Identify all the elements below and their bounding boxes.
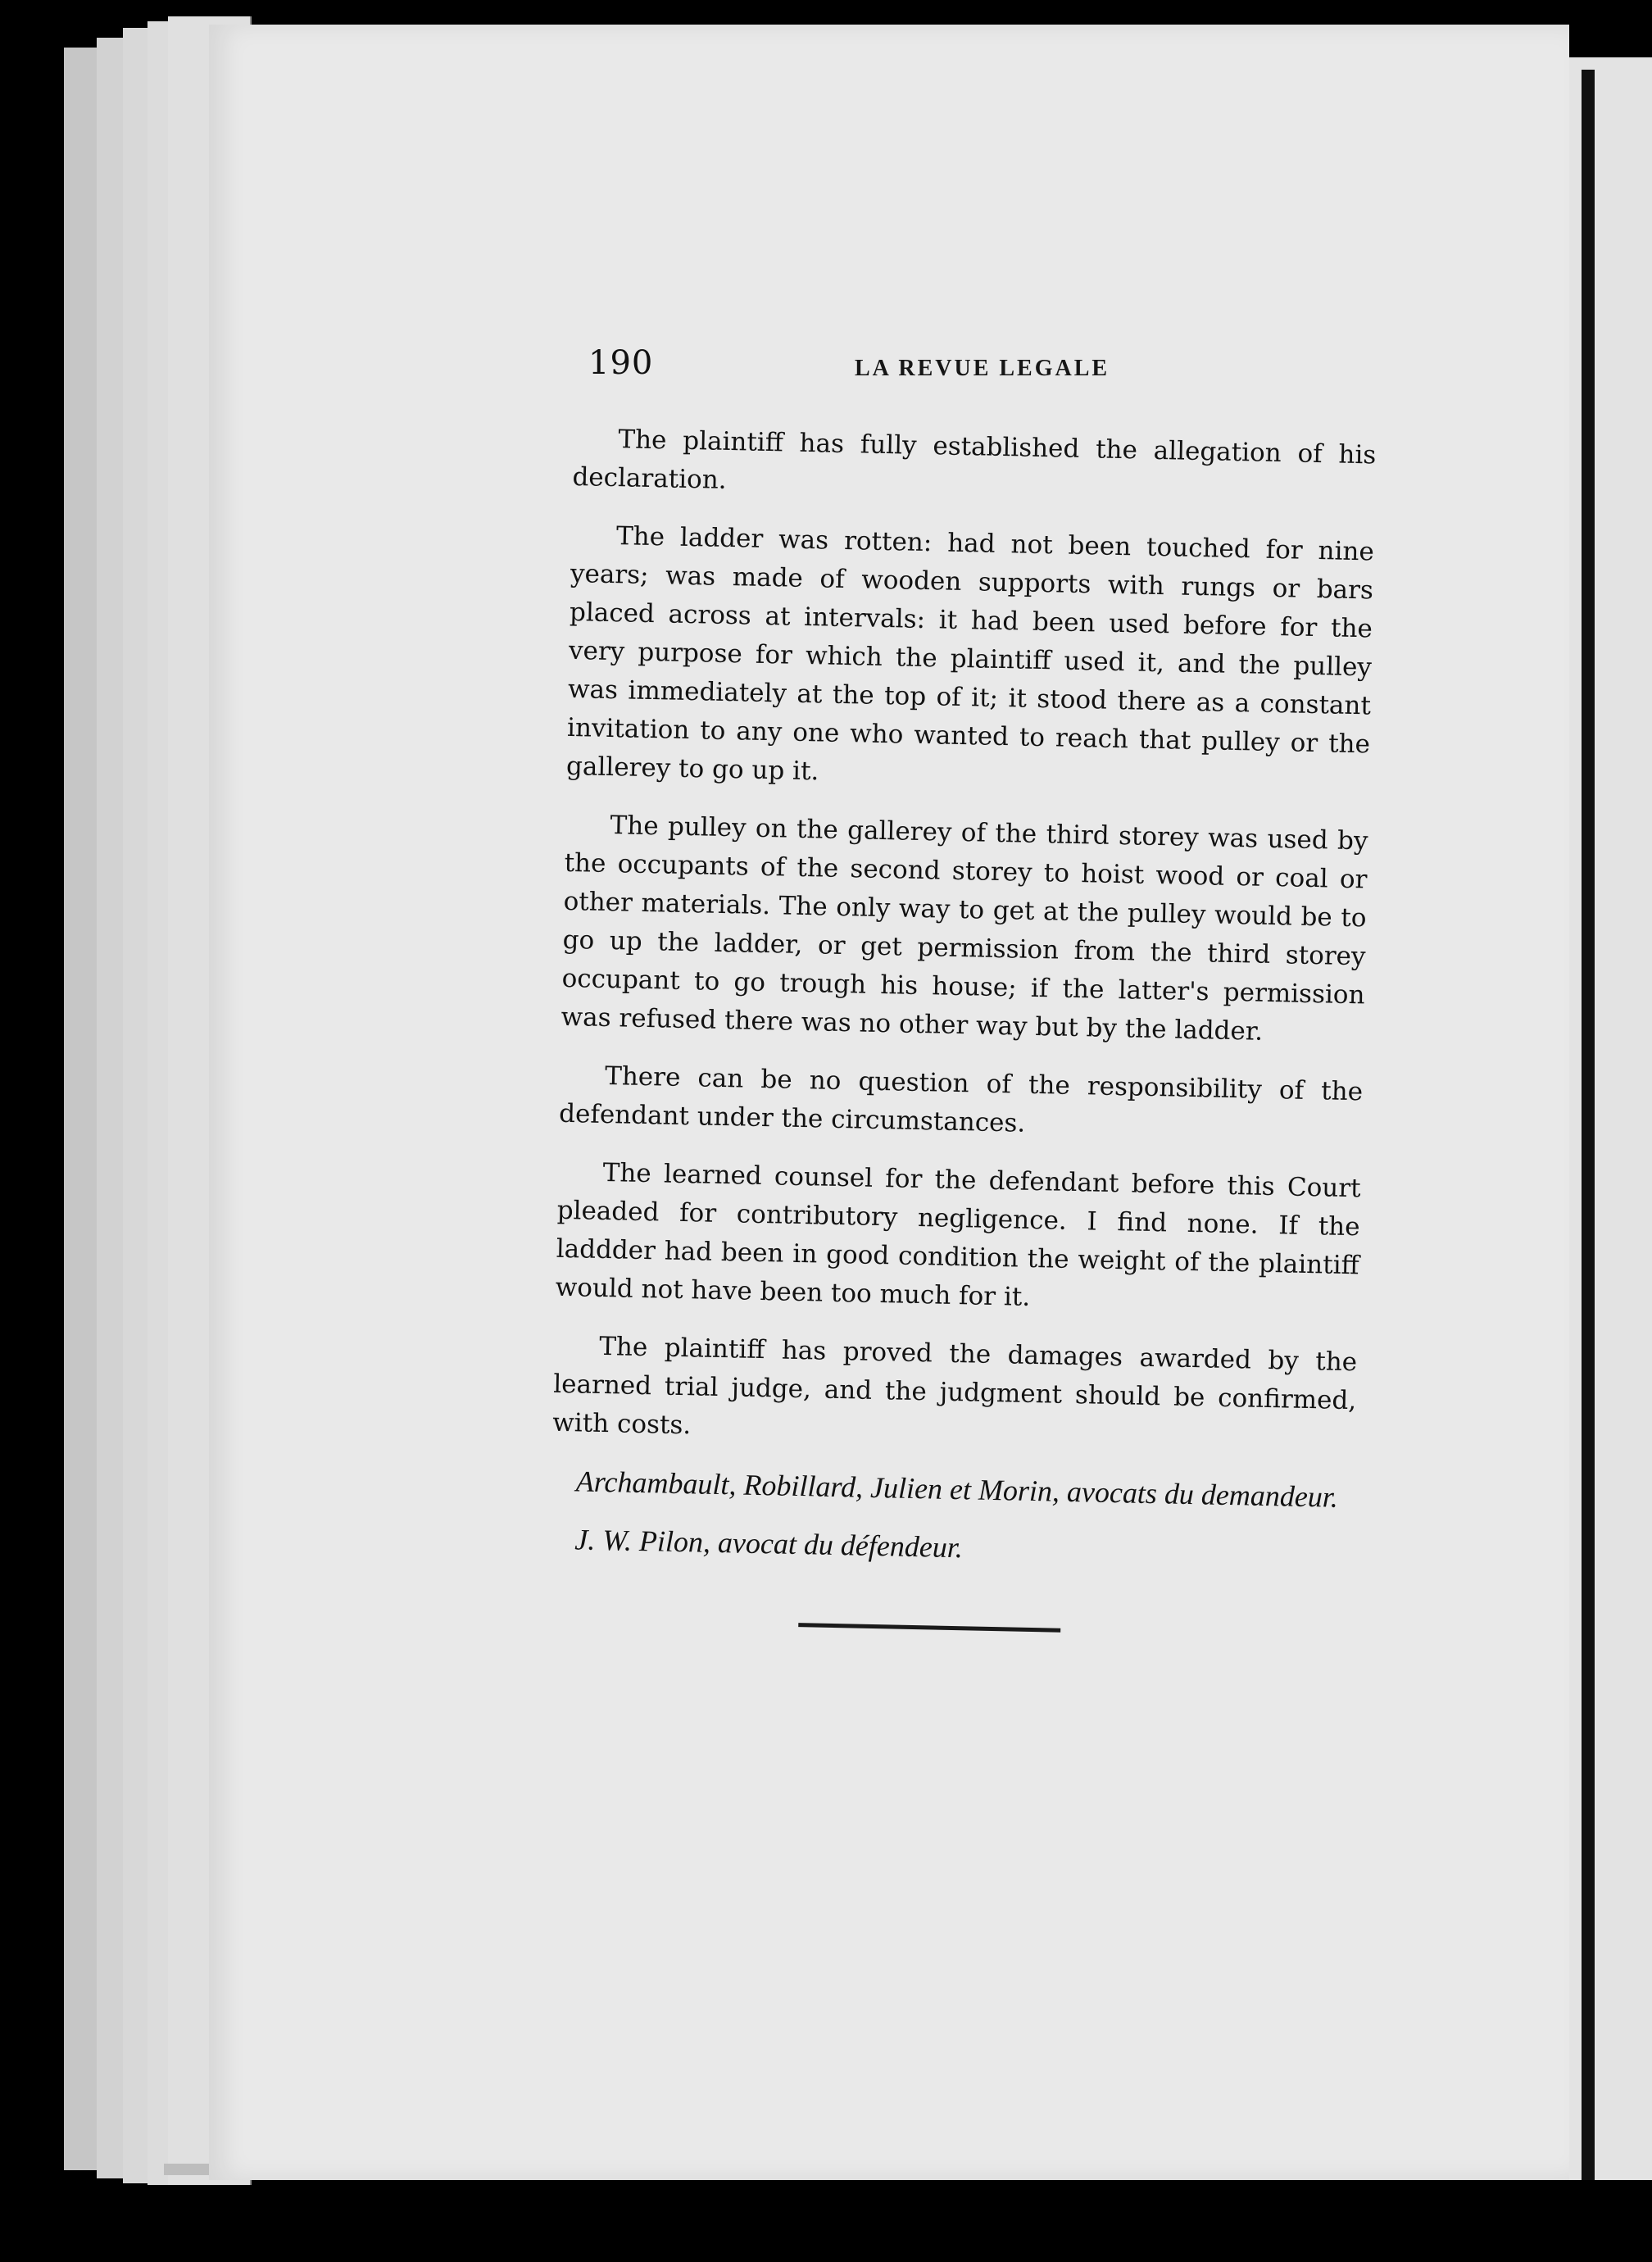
- paragraph: The plaintiff has proved the damages awarded by the learned trial judge, and the judgment should be confirmed, with costs.: [551, 1331, 1358, 1441]
- running-head: [588, 344, 1408, 393]
- paragraph: The ladder was rotten: had not been touched for nine years; was made of wooden supports with rungs or bars placed across at intervals: it had been used before for the very purpose for which the plaintiff used it, and the pulley was immediately at the top of it; it stood there as a constant invitation to any one who wanted to reach that pulley or the gallerey to go up it.: [565, 521, 1375, 787]
- paragraph: The learned counsel for the defendant before this Court pleaded for contributory negligence. I find none. If the laddder had been in good condition the weight of the plaintiff would not have been too much for it.: [555, 1157, 1361, 1312]
- journal-title: LA REVUE LEGALE: [855, 356, 1110, 381]
- plaintiff-attorneys: Archambault, Robillard, Julien et Morin, avocats du demandeur.: [575, 1465, 1339, 1514]
- paragraph: The pulley on the gallerey of the third storey was used by the occupants of the second storey to hoist wood or coal or other materials. The only way to get at the pulley would be to go up the ladder, or get permission from the third storey occupant to go trough his house; if the latter's permission was refused there was no other way but by the ladder.: [560, 811, 1368, 1047]
- page-number: 190: [588, 344, 654, 382]
- body-text: [548, 420, 1377, 1638]
- paragraph: There can be no question of the responsibility of the defendant under the circumstances.: [558, 1061, 1364, 1138]
- book-gutter: [1582, 70, 1595, 2180]
- paragraph: The plaintiff has fully established the allegation of his declaration.: [572, 425, 1377, 495]
- defendant-attorney: J. W. Pilon, avocat du défendeur.: [574, 1523, 964, 1565]
